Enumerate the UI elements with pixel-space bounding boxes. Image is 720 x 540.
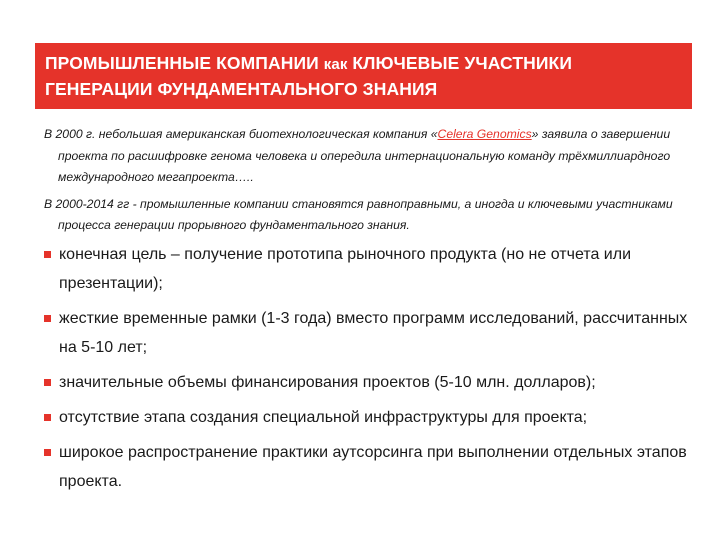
intro-paragraph-1 xyxy=(44,124,694,189)
intro-paragraph-2: В 2000-2014 гг - промышленные компании становятся равноправными, а иногда и ключевыми участниками процесса генерации прорывного фундаментального знания. xyxy=(44,196,673,232)
square-bullet-icon xyxy=(44,414,51,421)
slide-title-connector: как xyxy=(323,56,348,73)
square-bullet-icon xyxy=(44,315,51,322)
square-bullet-icon xyxy=(44,251,51,258)
square-bullet-icon xyxy=(44,379,51,386)
company-name-link[interactable]: Celera Genomics xyxy=(437,127,532,141)
intro-p1-after: » заявила о завершении проекта по расшифровке генома человека и опередила интернациональную команду трёхмиллиардного международного мегапроекта….. xyxy=(58,127,671,184)
slide-title-banner xyxy=(35,43,692,109)
list-item xyxy=(44,403,694,432)
slide-title-part3: КЛЮЧЕВЫЕ УЧАСТНИКИ ГЕНЕРАЦИИ ФУНДАМЕНТАЛЬНОГО ЗНАНИЯ xyxy=(45,53,573,99)
intro-p1-before: В 2000 г. небольшая американская биотехнологическая компания « xyxy=(44,127,438,141)
list-item-text: отсутствие этапа создания специальной инфраструктуры для проекта; xyxy=(59,409,588,426)
list-item xyxy=(44,438,694,496)
square-bullet-icon xyxy=(44,449,51,456)
list-item xyxy=(44,240,694,298)
list-item-text: широкое распространение практики аутсорсинга при выполнении отдельных этапов проекта. xyxy=(59,444,687,490)
list-item xyxy=(44,368,694,397)
bullet-list xyxy=(44,240,694,502)
list-item-text: конечная цель – получение прототипа рыночного продукта (но не отчета или презентации); xyxy=(59,246,632,292)
list-item xyxy=(44,304,694,362)
intro-text xyxy=(44,124,694,242)
slide-title-part1: ПРОМЫШЛЕННЫЕ КОМПАНИИ xyxy=(45,53,324,73)
list-item-text: значительные объемы финансирования проектов (5-10 млн. долларов); xyxy=(59,374,596,391)
list-item-text: жесткие временные рамки (1-3 года) вместо программ исследований, рассчитанных на 5-10 лет; xyxy=(59,310,688,356)
